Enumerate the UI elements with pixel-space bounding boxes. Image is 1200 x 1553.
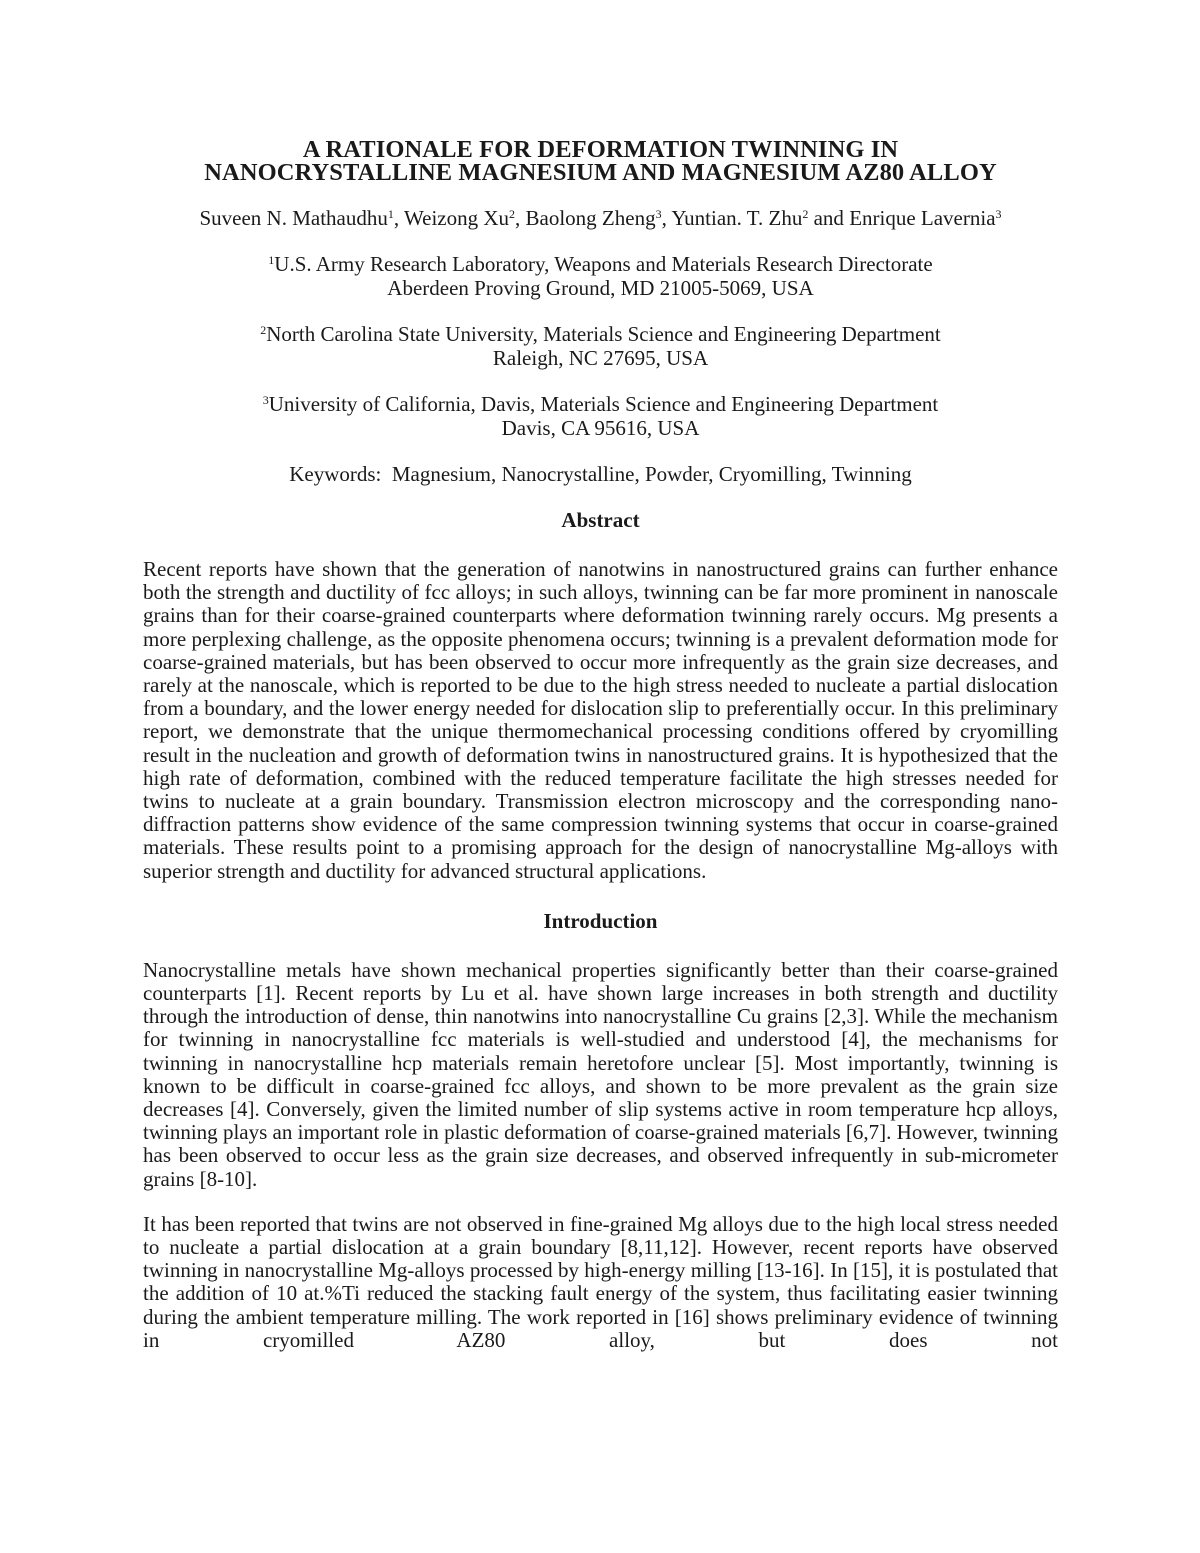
- author-separator: ,: [661, 206, 672, 230]
- paper-page: [143, 138, 1058, 1352]
- intro-paragraph-1: Nanocrystalline metals have shown mechanical properties significantly better than their coarse-grained counterparts [1]. Recent reports by Lu et al. have shown large increases in both strength and ductility through the introduction of dense, thin nanotwins into nanocrystalline Cu grains [2,3]. While the mechanism for twinning in nanocrystalline fcc materials is well-studied and understood [4], the mechanisms for twinning in nanocrystalline hcp materials remain heretofore unclear [5]. Most importantly, twinning is known to be difficult in coarse-grained fcc alloys, and shown to be more prevalent as the grain size decreases [4]. Conversely, given the limited number of slip systems active in room temperature hcp alloys, twinning plays an important role in plastic deformation of coarse-grained materials [6,7]. However, twinning has been observed to occur less as the grain size decreases, and observed infrequently in sub-micrometer grains [8-10].: [143, 957, 1058, 1191]
- affiliation-line-2: Davis, CA 95616, USA: [501, 416, 700, 440]
- intro-paragraph-2: It has been reported that twins are not observed in fine-grained Mg alloys due to the high local stress needed to nucleate a partial dislocation at a grain boundary [8,11,12]. However, recent reports have observed twinning in nanocrystalline Mg-alloys processed by high-energy milling [13-16]. In [15], it is postulated that the addition of 10 at.%Ti reduced the stacking fault energy of the system, thus facilitating easier twinning during the ambient temperature milling. The work reported in [16] shows preliminary evidence of twinning in cryomilled AZ80 alloy, but does not: [143, 1211, 1058, 1352]
- introduction-heading: Introduction: [543, 908, 658, 933]
- paper-title: [143, 138, 1058, 184]
- author-separator: and: [808, 206, 850, 230]
- author-affiliation-mark: 3: [655, 207, 662, 221]
- affiliation-mark: 1: [268, 253, 275, 267]
- author-list: [143, 206, 1058, 230]
- affiliation-line-1: U.S. Army Research Laboratory, Weapons and Materials Research Directorate: [274, 252, 933, 276]
- abstract-text: Recent reports have shown that the generation of nanotwins in nanostructured grains can further enhance both the strength and ductility of fcc alloys; in such alloys, twinning can be far more prominent in nanoscale grains than for their coarse-grained counterparts where deformation twinning rarely occurs. Mg presents a more perplexing challenge, as the opposite phenomena occurs; twinning is a prevalent deformation mode for coarse-grained materials, but has been observed to occur more infrequently as the grain size decreases, and rarely at the nanoscale, which is reported to be due to the high stress needed to nucleate a partial dislocation from a boundary, and the lower energy needed for dislocation slip to preferentially occur. In this preliminary report, we demonstrate that the unique thermomechanical processing conditions offered by cryomilling result in the nucleation and growth of deformation twins in nanostructured grains. It is hypothesized that the high rate of deformation, combined with the reduced temperature facilitate the high stresses needed for twins to nucleate at a grain boundary. Transmission electron microscopy and the corresponding nano-diffraction patterns show evidence of the same compression twinning systems that occur in coarse-grained materials. These results point to a promising approach for the design of nanocrystalline Mg-alloys with superior strength and ductility for advanced structural applications.: [143, 557, 1058, 883]
- affiliation-line-2: Raleigh, NC 27695, USA: [492, 346, 709, 370]
- author-affiliation-mark: 3: [995, 207, 1002, 221]
- affiliation-line-1: North Carolina State University, Materials Science and Engineering Department: [266, 322, 941, 346]
- affiliation-3: [143, 392, 1058, 440]
- abstract-heading: Abstract: [561, 508, 640, 532]
- author-affiliation-mark: 2: [509, 207, 516, 221]
- keywords: Keywords: Magnesium, Nanocrystalline, Powder, Cryomilling, Twinning: [289, 462, 912, 486]
- title-line-2: NANOCRYSTALLINE MAGNESIUM AND MAGNESIUM AZ80 ALLOY: [204, 159, 997, 186]
- author-name: Weizong Xu: [403, 206, 510, 230]
- affiliation-2: [143, 322, 1058, 370]
- affiliation-line-2: Aberdeen Proving Ground, MD 21005-5069, USA: [387, 276, 814, 300]
- author-affiliation-mark: 1: [387, 207, 394, 221]
- author-separator: ,: [393, 206, 404, 230]
- title-line-1: A RATIONALE FOR DEFORMATION TWINNING IN: [302, 136, 899, 163]
- author-separator: ,: [515, 206, 526, 230]
- author-name: Baolong Zheng: [525, 206, 656, 230]
- affiliation-mark: 2: [260, 323, 267, 337]
- author-affiliation-mark: 2: [802, 207, 809, 221]
- author-name: Suveen N. Mathaudhu: [199, 206, 388, 230]
- affiliation-line-1: University of California, Davis, Materials Science and Engineering Department: [268, 392, 939, 416]
- affiliation-mark: 3: [262, 393, 269, 407]
- author-name: Yuntian. T. Zhu: [671, 206, 803, 230]
- affiliation-1: [143, 252, 1058, 300]
- author-name: Enrique Lavernia: [849, 206, 996, 230]
